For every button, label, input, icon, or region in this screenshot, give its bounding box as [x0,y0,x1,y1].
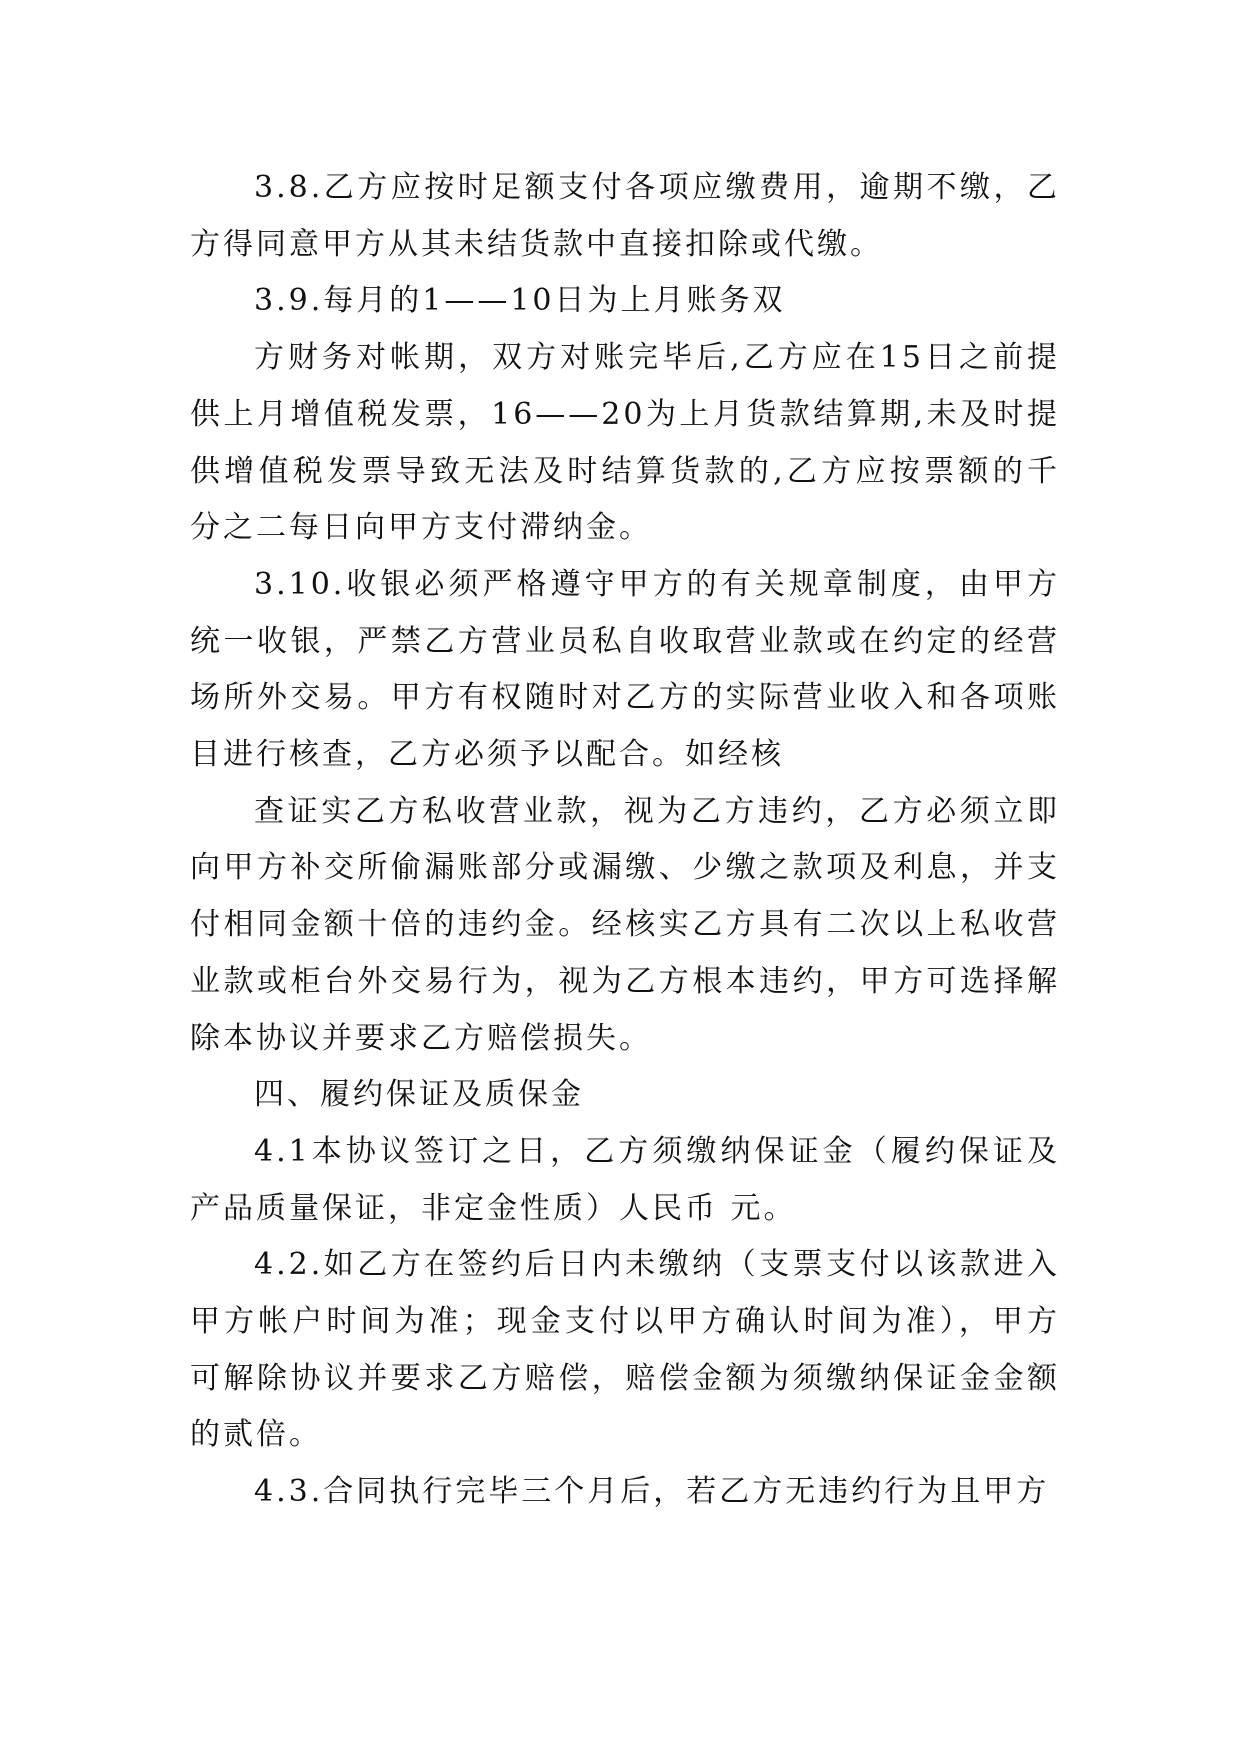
clause-4-2: 4.2.如乙方在签约后日内未缴纳（支票支付以该款进入甲方帐户时间为准；现金支付以甲方确认时间为准），甲方可解除协议并要求乙方赔偿，赔偿金额为须缴纳保证金金额的贰倍。 [190,1247,1060,1453]
clause-3-10-continued: 查证实乙方私收营业款，视为乙方违约，乙方必须立即向甲方补交所偷漏账部分或漏缴、少缴之款项及利息，并支付相同金额十倍的违约金。经核实乙方具有二次以上私收营业款或柜台外交易行为，视为乙方根本违约，甲方可选择解除本协议并要求乙方赔偿损失。 [190,793,1060,1056]
clause-4-1: 4.1本协议签订之日，乙方须缴纳保证金（履约保证及产品质量保证，非定金性质）人民币 元。 [190,1133,1060,1226]
clause-3-9-continued: 方财务对帐期，双方对账完毕后,乙方应在15日之前提供上月增值税发票，16——20为上月货款结算期,未及时提供增值税发票导致无法及时结算货款的,乙方应按票额的千分之二每日向甲方支付滞纳金。 [190,340,1060,546]
document-page [190,160,1060,1521]
clause-3-9: 3.9.每月的1——10日为上月账务双 [254,283,786,319]
section-heading-4: 四、履约保证及质保金 [254,1077,584,1113]
clause-4-3: 4.3.合同执行完毕三个月后，若乙方无违约行为且甲方 [254,1474,1050,1510]
clause-3-10: 3.10.收银必须严格遵守甲方的有关规章制度，由甲方统一收银，严禁乙方营业员私自收取营业款或在约定的经营场所外交易。甲方有权随时对乙方的实际营业收入和各项账目进行核查，乙方必须予以配合。如经核 [190,566,1060,773]
clause-3-8: 3.8.乙方应按时足额支付各项应缴费用，逾期不缴，乙方得同意甲方从其未结货款中直接扣除或代缴。 [190,170,1060,262]
